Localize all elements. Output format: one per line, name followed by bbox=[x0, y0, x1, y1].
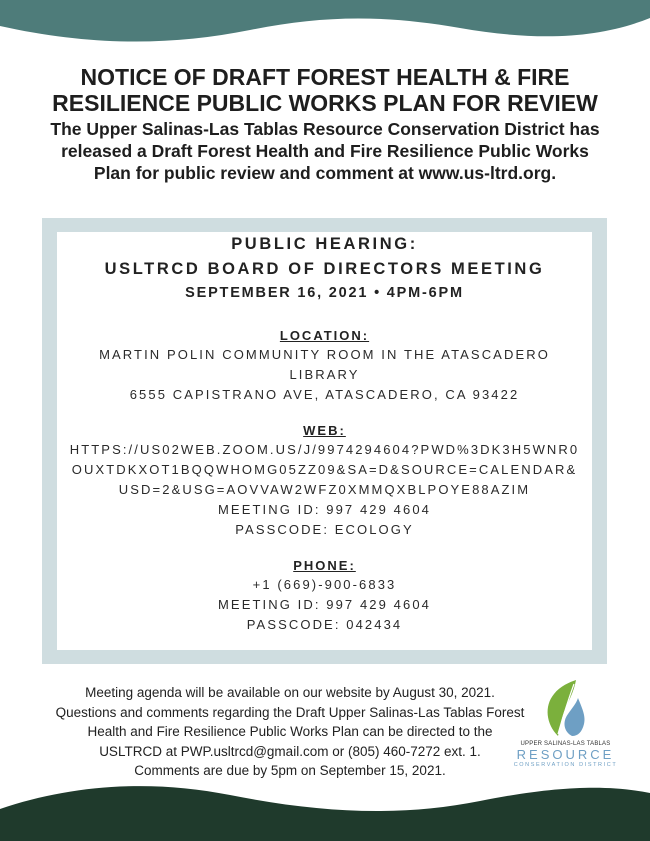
logo-big-text: RESOURCE bbox=[516, 747, 615, 762]
logo-sub-text: CONSERVATION DISTRICT bbox=[513, 762, 618, 768]
hearing-subtitle: USLTRCD BOARD OF DIRECTORS MEETING bbox=[104, 260, 545, 278]
location-address: 6555 CAPISTRANO AVE, ATASCADERO, CA 93422 bbox=[129, 387, 520, 402]
web-label: WEB: bbox=[303, 423, 346, 438]
location-label: LOCATION: bbox=[279, 328, 370, 343]
bottom-wave-shape bbox=[0, 786, 650, 841]
headline-line-1: NOTICE OF DRAFT FOREST HEALTH & FIRE bbox=[80, 64, 570, 90]
hearing-panel bbox=[57, 232, 592, 650]
web-section bbox=[57, 421, 592, 540]
phone-label: PHONE: bbox=[293, 558, 356, 573]
leaf-drop-icon bbox=[544, 680, 588, 738]
phone-passcode: PASSCODE: 042434 bbox=[246, 617, 403, 632]
logo-small-text: UPPER SALINAS-LAS TABLAS bbox=[520, 741, 611, 747]
phone-number: +1 (669)-900-6833 bbox=[252, 577, 397, 592]
web-url-link[interactable]: HTTPS://US02WEB.ZOOM.US/J/9974294604?PWD%3DK3H5WNR0OUXTDKXOT1BQQWHOMG05ZZ09&SA=D&SOURCE=CALENDAR&USD=2&USG=AOVVAW2WFZ0XMMQXBLPOYE88AZIM bbox=[69, 442, 580, 497]
location-section bbox=[57, 326, 592, 405]
top-wave-shape bbox=[0, 0, 650, 42]
footer-agenda: Meeting agenda will be available on our website by August 30, 2021. Questions and comments regarding the Draft Upper Salinas-Las Tablas Forest Health and Fire Resilience Public Works Plan can be directed to the USLTRCD at PWP.usltrcd@gmail.com or (805) 460-7272 ext. 1. bbox=[55, 685, 525, 759]
phone-meeting-id: MEETING ID: 997 429 4604 bbox=[218, 597, 431, 612]
phone-section bbox=[57, 556, 592, 635]
footer-deadline: Comments are due by 5pm on September 15, 2021. bbox=[134, 763, 446, 778]
web-passcode: PASSCODE: ECOLOGY bbox=[235, 522, 414, 537]
hearing-date: SEPTEMBER 16, 2021 • 4PM-6PM bbox=[185, 285, 464, 301]
location-venue: MARTIN POLIN COMMUNITY ROOM IN THE ATASCADERO LIBRARY bbox=[99, 347, 550, 382]
headline bbox=[20, 64, 630, 116]
top-wave-banner bbox=[0, 0, 650, 60]
hearing-title: PUBLIC HEARING: bbox=[231, 235, 418, 253]
intro-paragraph: The Upper Salinas-Las Tablas Resource Conservation District has released a Draft Forest Health and Fire Resilience Public Works Plan for public review and comment at www.us-ltrd.org. bbox=[50, 119, 600, 183]
headline-line-2: RESILIENCE PUBLIC WORKS PLAN FOR REVIEW bbox=[52, 90, 598, 116]
footer-text bbox=[55, 683, 525, 781]
bottom-wave-banner bbox=[0, 771, 650, 841]
rcd-logo bbox=[508, 680, 623, 780]
web-meeting-id: MEETING ID: 997 429 4604 bbox=[218, 502, 431, 517]
